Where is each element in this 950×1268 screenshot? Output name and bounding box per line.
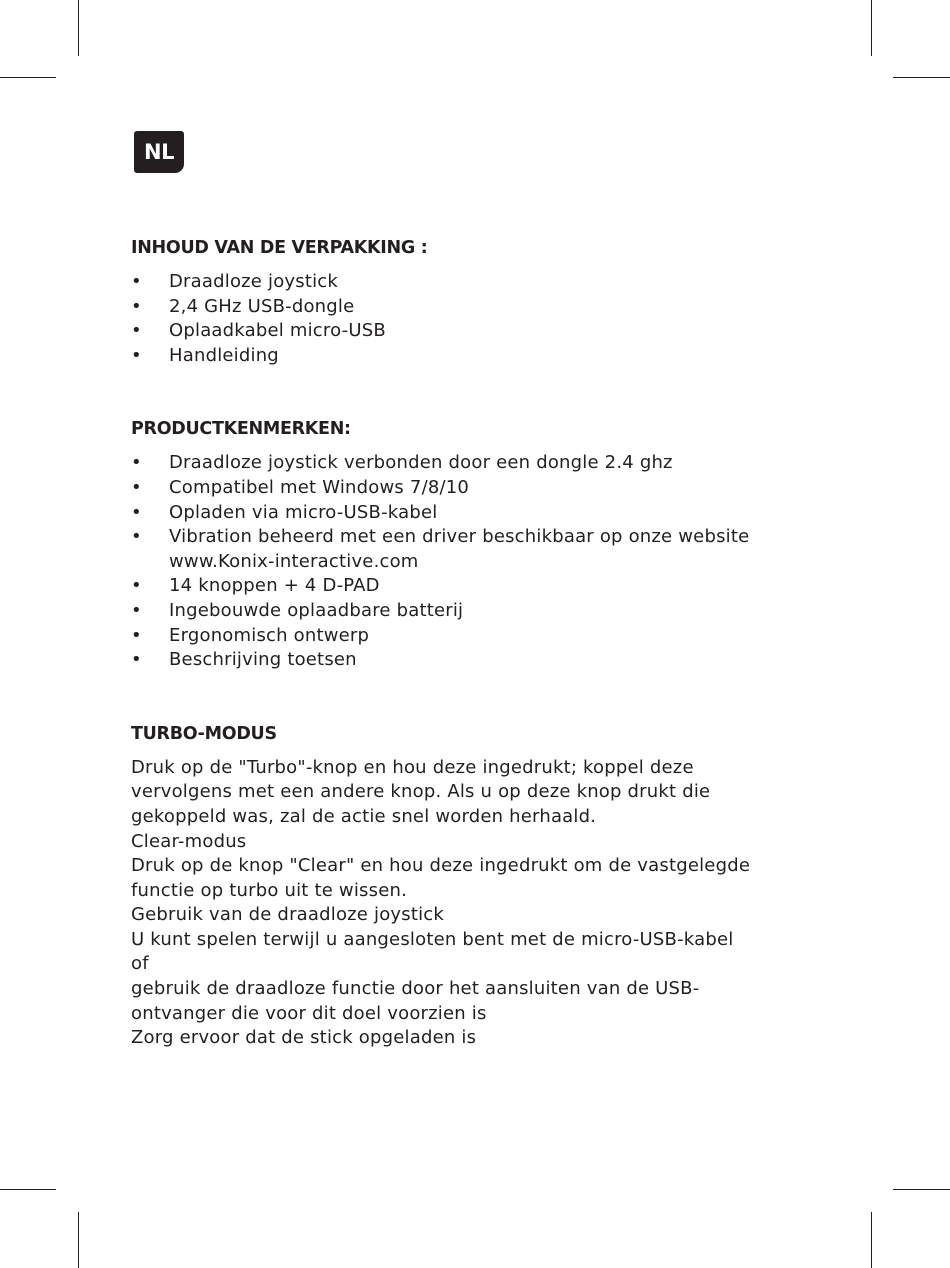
crop-mark-top-left-horizontal bbox=[0, 77, 56, 78]
text-line: gebruik de draadloze functie door het aansluiten van de USB- bbox=[131, 978, 700, 1000]
contents-heading: INHOUD VAN DE VERPAKKING : bbox=[131, 238, 428, 258]
crop-mark-top-left-vertical bbox=[78, 0, 79, 56]
website-url: www.Konix-interactive.com bbox=[169, 550, 419, 572]
list-item: • Handleiding bbox=[131, 344, 279, 366]
list-item: • 2,4 GHz USB-dongle bbox=[131, 295, 355, 317]
list-item: • Draadloze joystick verbonden door een dongle 2.4 ghz bbox=[131, 452, 673, 474]
list-item: • Opladen via micro-USB-kabel bbox=[131, 501, 438, 523]
list-item: • Ergonomisch ontwerp bbox=[131, 624, 370, 646]
text-line: functie op turbo uit te wissen. bbox=[131, 879, 408, 901]
features-list bbox=[131, 451, 831, 672]
text-line: Zorg ervoor dat de stick opgeladen is bbox=[131, 1027, 477, 1049]
list-item: • Beschrijving toetsen bbox=[131, 649, 357, 671]
text-line: Druk op de knop "Clear" en hou deze ingedrukt om de vastgelegde bbox=[131, 855, 751, 877]
text-line: vervolgens met een andere knop. Als u op deze knop drukt die bbox=[131, 781, 711, 803]
document-body bbox=[131, 236, 831, 1051]
crop-mark-top-right-vertical bbox=[871, 0, 872, 56]
text-line: Gebruik van de draadloze joystick bbox=[131, 904, 445, 926]
turbo-paragraph bbox=[131, 756, 831, 1051]
crop-mark-top-right-horizontal bbox=[893, 77, 950, 78]
crop-mark-bottom-left-horizontal bbox=[0, 1189, 56, 1190]
crop-mark-bottom-left-vertical bbox=[78, 1212, 79, 1268]
list-item: • 14 knoppen + 4 D-PAD bbox=[131, 575, 380, 597]
features-heading: PRODUCTKENMERKEN: bbox=[131, 419, 351, 440]
list-item: • Compatibel met Windows 7/8/10 bbox=[131, 476, 470, 498]
text-line: ontvanger die voor dit doel voorzien is bbox=[131, 1002, 487, 1024]
text-line: Clear-modus bbox=[131, 830, 247, 852]
list-item: • Vibration beheerd met een driver beschikbaar op onze website www.Konix-interactive.com bbox=[131, 526, 750, 572]
crop-mark-bottom-right-vertical bbox=[871, 1212, 872, 1268]
language-badge: NL bbox=[134, 131, 184, 173]
text-line: Druk op de "Turbo"-knop en hou deze ingedrukt; koppel deze bbox=[131, 756, 694, 778]
list-item: • Ingebouwde oplaadbare batterij bbox=[131, 599, 464, 621]
text-line: gekoppeld was, zal de actie snel worden herhaald. bbox=[131, 805, 597, 827]
list-item: • Oplaadkabel micro-USB bbox=[131, 320, 386, 342]
turbo-heading: TURBO-MODUS bbox=[131, 723, 277, 744]
text-line: U kunt spelen terwijl u aangesloten bent met de micro-USB-kabel bbox=[131, 928, 734, 950]
list-item: • Draadloze joystick bbox=[131, 271, 339, 292]
contents-list bbox=[131, 270, 831, 368]
text-line: of bbox=[131, 953, 149, 975]
crop-mark-bottom-right-horizontal bbox=[893, 1189, 950, 1190]
